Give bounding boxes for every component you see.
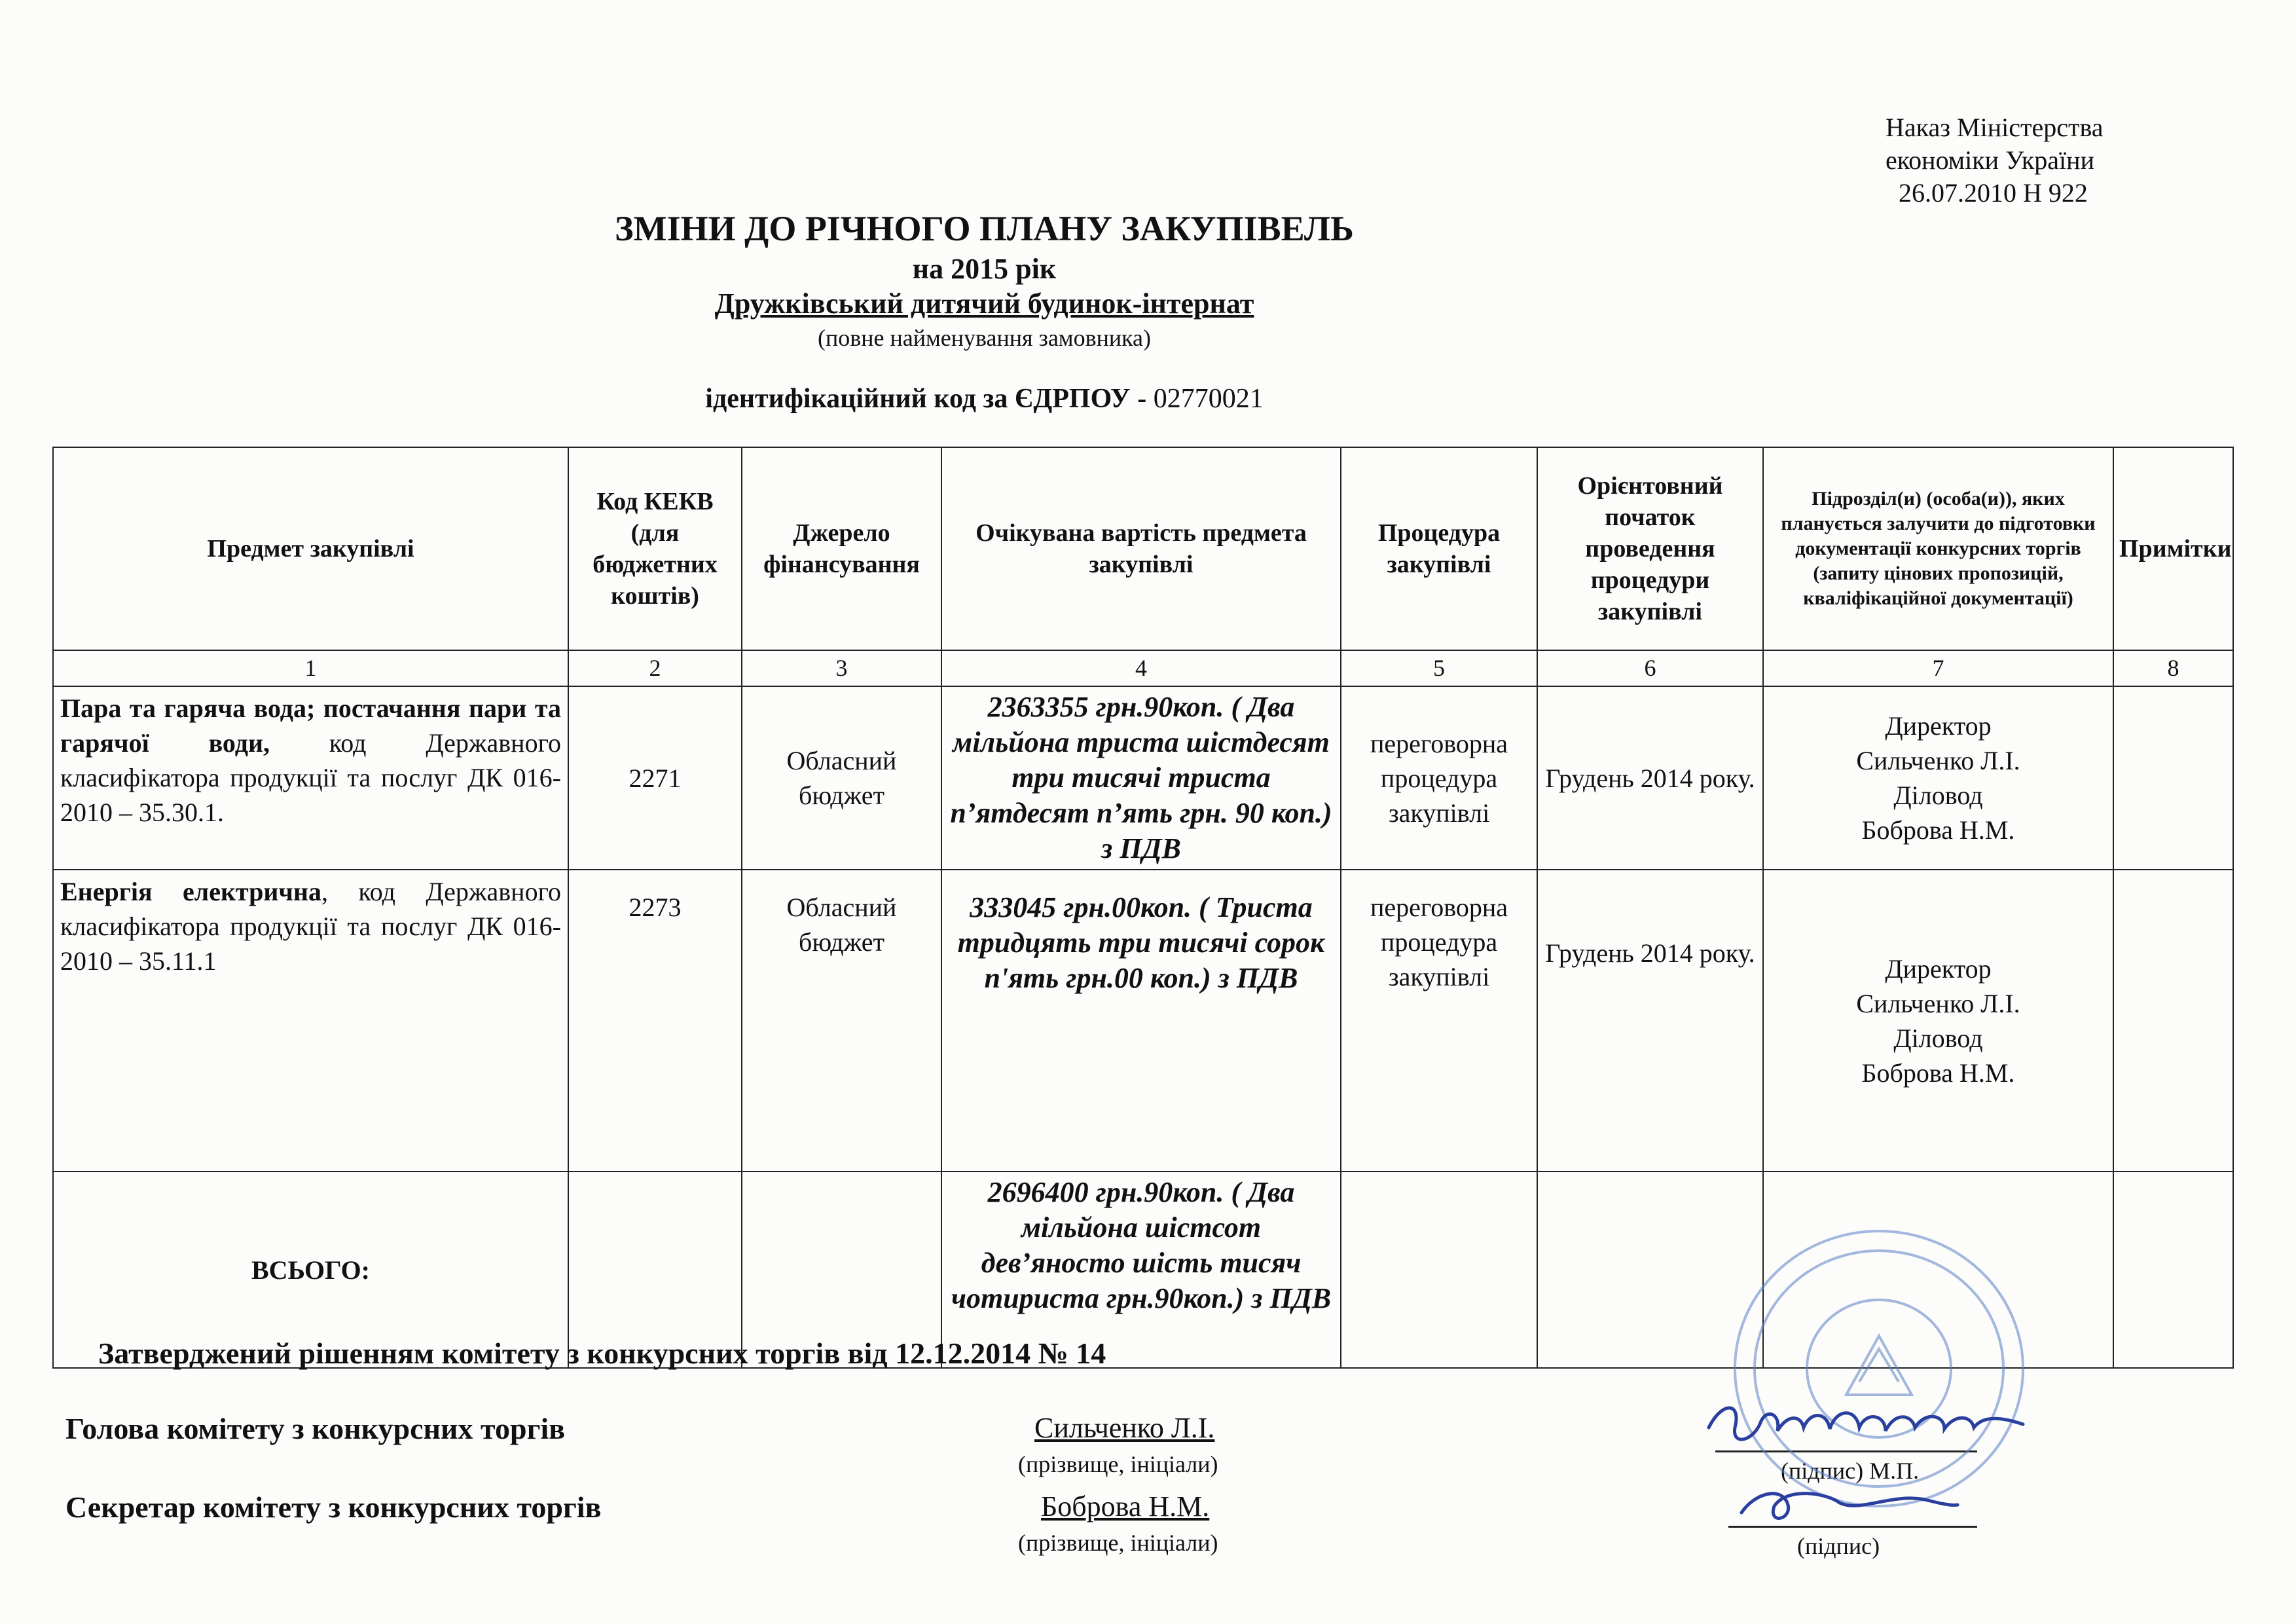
- secretary-label: Секретар комітету з конкурсних торгів: [65, 1490, 602, 1524]
- total-amount: 2696400 грн.90коп. ( Два мільйона шістсот дев’яносто шість тисяч чотириста грн.90коп.) з ПДВ: [941, 1172, 1341, 1368]
- col-header-amount: Очікувана вартість предмета закупівлі: [941, 447, 1341, 650]
- cell-responsible: [1763, 870, 2113, 1172]
- responsible-line: Діловод: [1893, 781, 1983, 810]
- edrpou-label: ідентифікаційний код за ЄДРПОУ -: [705, 384, 1147, 414]
- cell-amount: 2363355 грн.90коп. ( Два мільйона триста шістдесят три тисячі триста п’ятдесят п’ять грн. 90 коп.) з ПДВ: [941, 686, 1341, 870]
- cell-source: Обласний бюджет: [742, 686, 941, 870]
- table-row: [53, 870, 2233, 1172]
- customer-caption: (повне найменування замовника): [817, 325, 1152, 351]
- col-number: 8: [2113, 650, 2233, 686]
- head-signature-icon: [1696, 1388, 2036, 1460]
- responsible-line: Директор: [1885, 711, 1992, 741]
- cell-empty: [1341, 1172, 1537, 1368]
- col-header-procedure: Процедура закупівлі: [1341, 447, 1537, 650]
- signature-caption-1: (підпис) М.П.: [1781, 1458, 1920, 1484]
- cell-kekv: 2271: [568, 686, 742, 870]
- cell-subject: [53, 686, 568, 870]
- col-number: 7: [1763, 650, 2113, 686]
- edrpou-line: [0, 383, 2132, 415]
- cell-procedure: переговорна процедура закупівлі: [1341, 870, 1537, 1172]
- order-line-1: Наказ Міністерства: [1886, 113, 2104, 142]
- cell-note: [2113, 686, 2233, 870]
- order-line-2: економіки України: [1886, 145, 2094, 175]
- subject-bold: Пара та гаряча вода; постачання пари та гарячої води,: [60, 693, 561, 758]
- responsible-line: Діловод: [1893, 1023, 1983, 1053]
- cell-note: [2113, 870, 2233, 1172]
- edrpou-value: 02770021: [1146, 384, 1264, 414]
- col-header-responsible: Підрозділ(и) (особа(и)), яких планується залучити до підготовки документації конкурсних торгів (запиту цінових пропозицій, кваліфікаційної документації): [1763, 447, 2113, 650]
- subject-rest: , код Державного класифікатора продукції та послуг ДК 016-2010 – 35.11.1: [60, 877, 561, 976]
- col-header-start: Орієнтовний початок проведення процедури закупівлі: [1537, 447, 1763, 650]
- approval-line: Затверджений рішенням комітету з конкурсних торгів від 12.12.2014 № 14: [98, 1337, 1106, 1370]
- total-label: ВСЬОГО:: [53, 1172, 568, 1368]
- cell-procedure: переговорна процедура закупівлі: [1341, 686, 1537, 870]
- order-line-3: 26.07.2010 Н 922: [1899, 178, 2088, 208]
- col-number: 1: [53, 650, 568, 686]
- document-title: ЗМІНИ ДО РІЧНОГО ПЛАНУ ЗАКУПІВЕЛЬ: [615, 209, 1354, 248]
- cell-responsible: [1763, 686, 2113, 870]
- year-line: на 2015 рік: [912, 253, 1057, 285]
- responsible-line: Боброва Н.М.: [1861, 815, 2015, 845]
- responsible-line: Директор: [1885, 953, 1992, 984]
- subject-bold: Енергія електрична: [60, 877, 322, 906]
- cell-empty: [2113, 1172, 2233, 1368]
- secretary-signature-icon: [1728, 1467, 1964, 1539]
- head-name: Сильченко Л.І.: [1034, 1412, 1215, 1444]
- responsible-line: Сильченко Л.І.: [1856, 746, 2020, 775]
- cell-kekv: 2273: [568, 870, 742, 1172]
- cell-start: Грудень 2014 року.: [1537, 686, 1763, 870]
- column-number-row: [53, 650, 2233, 686]
- secretary-name: Боброва Н.М.: [1041, 1490, 1210, 1522]
- col-number: 2: [568, 650, 742, 686]
- responsible-line: Сильченко Л.І.: [1856, 988, 2020, 1018]
- subject-rest: код Державного класифікатора продукції та послуг ДК 016-2010 – 35.30.1.: [60, 728, 561, 827]
- head-label: Голова комітету з конкурсних торгів: [65, 1412, 566, 1445]
- table-header-row: [53, 447, 2233, 650]
- col-number: 3: [742, 650, 941, 686]
- customer-name: Дружківський дитячий будинок-інтернат: [714, 287, 1254, 320]
- secretary-name-caption: (прізвище, ініціали): [1018, 1530, 1218, 1556]
- col-number: 4: [941, 650, 1341, 686]
- order-reference: [1886, 111, 2104, 210]
- responsible-line: Боброва Н.М.: [1861, 1058, 2015, 1088]
- col-number: 6: [1537, 650, 1763, 686]
- col-number: 5: [1341, 650, 1537, 686]
- cell-amount: 333045 грн.00коп. ( Триста тридцять три тисячі сорок п'ять грн.00 коп.) з ПДВ: [941, 870, 1341, 1172]
- col-header-subject: Предмет закупівлі: [53, 447, 568, 650]
- col-header-kekv: Код КЕКВ (для бюджетних коштів): [568, 447, 742, 650]
- cell-source: Обласний бюджет: [742, 870, 941, 1172]
- col-header-source: Джерело фінансування: [742, 447, 941, 650]
- signature-caption-2: (підпис): [1797, 1533, 1880, 1559]
- cell-start: Грудень 2014 року.: [1537, 870, 1763, 1172]
- head-name-caption: (прізвище, ініціали): [1018, 1451, 1218, 1477]
- cell-subject: [53, 870, 568, 1172]
- table-row: [53, 686, 2233, 870]
- col-header-notes: Примітки: [2113, 447, 2233, 650]
